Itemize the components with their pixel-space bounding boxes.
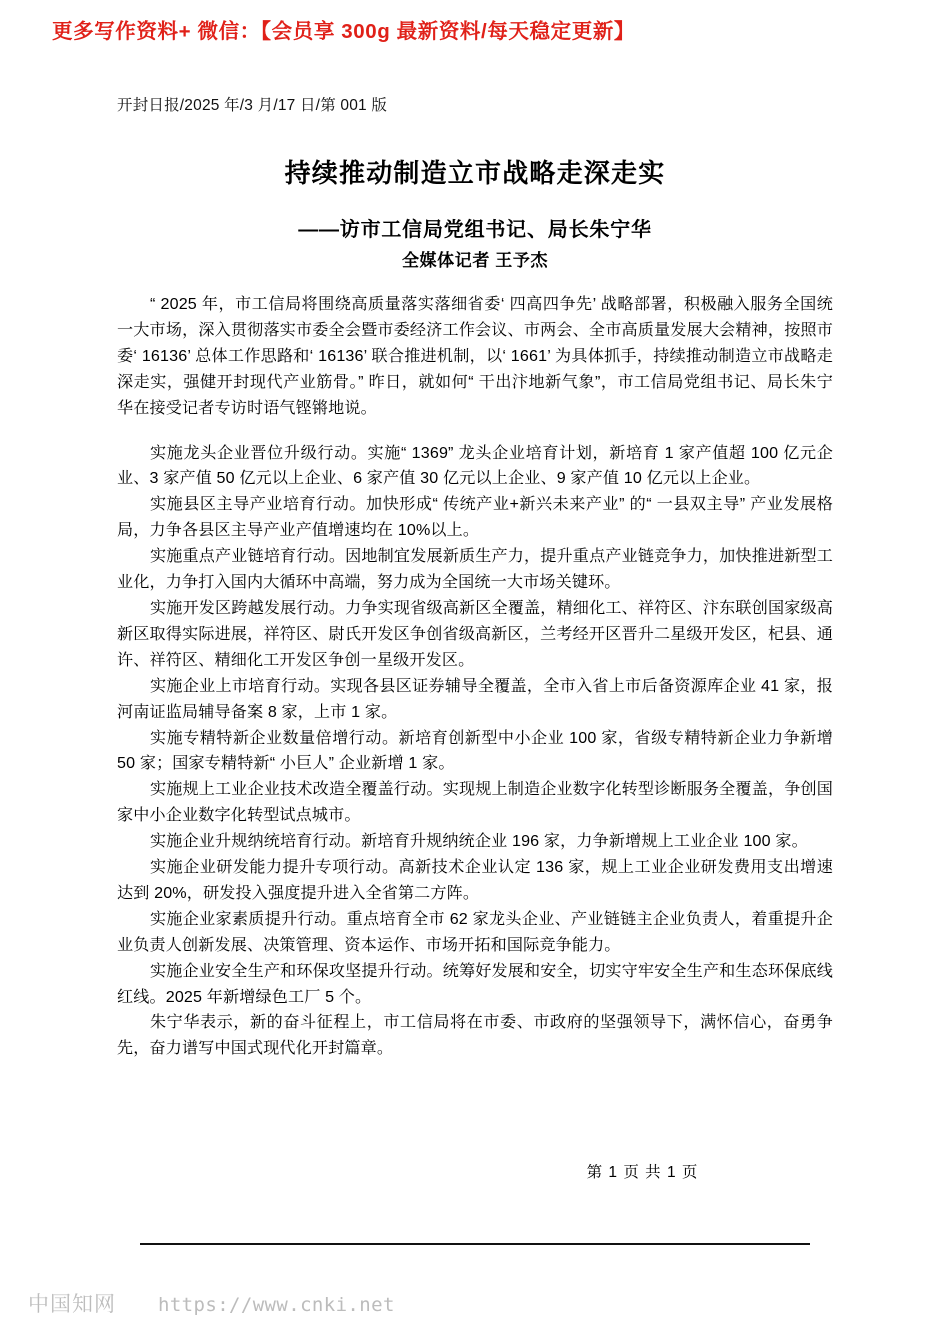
article-paragraph: 实施企业研发能力提升专项行动。高新技术企业认定 136 家，规上工业企业研发费用支出增速达到 20%，研发投入强度提升进入全省第二方阵。 [117,858,833,902]
article-paragraph: 实施县区主导产业培育行动。加快形成“ 传统产业+新兴未来产业” 的“ 一县双主导” 产业发展格局，力争各县区主导产业产值增速均在 10%以上。 [117,495,833,540]
page-number-label: 第 1 页 共 1 页 [586,1164,699,1181]
article-paragraph: “ 2025 年，市工信局将围绕高质量落实落细省委‘ 四高四争先’ 战略部署，积极融入服务全国统一大市场，深入贯彻落实市委全会暨市委经济工作会议、市两会、全市高质量发展大会精神，按照市委‘ 16136’ 总体工作思路和‘ 16136’ 联合推进机制，以‘ 1661’ 为具体抓手，持续推动制造立市战略走深走实，强健开封现代产业筋骨。” 昨日，就如何“ 干出汴地新气象”，市工信局党组书记、局长朱宁华在接受记者专访时语气铿锵地说。 [117,295,833,417]
article-subheadline: ——访市工信局党组书记、局长朱宁华 [298,218,652,241]
page-number [0,1160,950,1182]
article-paragraph: 朱宁华表示，新的奋斗征程上，市工信局将在市委、市政府的坚强领导下，满怀信心，奋勇争先，奋力谱写中国式现代化开封篇章。 [117,1013,833,1058]
article-paragraph: 实施企业家素质提升行动。重点培育全市 62 家龙头企业、产业链链主企业负责人，着重提升企业负责人创新发展、决策管理、资本运作、市场开拓和国际竞争能力。 [117,909,833,954]
footer-divider [140,1243,810,1245]
article-byline: 全媒体记者 王予杰 [401,251,549,270]
article-body [117,292,833,1062]
cnki-url-text: https://www.cnki.net [158,1294,395,1316]
article-paragraph: 实施企业升规纳统培育行动。新培育升规纳统企业 196 家，力争新增规上工业企业 100 家。 [150,832,808,851]
article-paragraph: 实施企业安全生产和环保攻坚提升行动。统筹好发展和安全，切实守牢安全生产和生态环保底线红线。2025 年新增绿色工厂 5 个。 [117,961,833,1006]
article-paragraph: 实施重点产业链培育行动。因地制宜发展新质生产力，提升重点产业链竞争力，加快推进新型工业化，力争打入国内大循环中高端，努力成为全国统一大市场关键环。 [117,547,833,592]
cnki-watermark [28,1288,395,1318]
article-paragraph: 实施专精特新企业数量倍增行动。新培育创新型中小企业 100 家，省级专精特新企业力争新增 50 家；国家专精特新“ 小巨人” 企业新增 1 家。 [117,728,833,773]
article-headline: 持续推动制造立市战略走深走实 [284,158,666,189]
article-paragraph: 实施企业上市培育行动。实现各县区证券辅导全覆盖，全市入省上市后备资源库企业 41 家，报河南证监局辅导备案 8 家，上市 1 家。 [117,676,833,721]
article-paragraph: 实施规上工业企业技术改造全覆盖行动。实现规上制造企业数字化转型诊断服务全覆盖，争创国家中小企业数字化转型试点城市。 [117,780,833,825]
promo-banner-text: 更多写作资料+ 微信：【会员享 300g 最新资料/每天稳定更新】 [52,20,636,43]
article-paragraph: 实施开发区跨越发展行动。力争实现省级高新区全覆盖，精细化工、祥符区、汴东联创国家级高新区取得实际进展，祥符区、尉氏开发区争创省级高新区，兰考经开区晋升二星级开发区，杞县、通许、祥符区、精细化工开发区争创一星级开发区。 [117,598,833,669]
cnki-logo-text: 中国知网 [28,1292,116,1316]
article-paragraph: 实施龙头企业晋位升级行动。实施“ 1369” 龙头企业培育计划，新培育 1 家产值超 100 亿元企业、3 家产值 50 亿元以上企业、6 家产值 30 亿元以上企业、9 家产值 10 亿元以上企业。 [117,443,833,488]
newspaper-source-line: 开封日报/2025 年/3 月/17 日/第 001 版 [117,97,388,114]
